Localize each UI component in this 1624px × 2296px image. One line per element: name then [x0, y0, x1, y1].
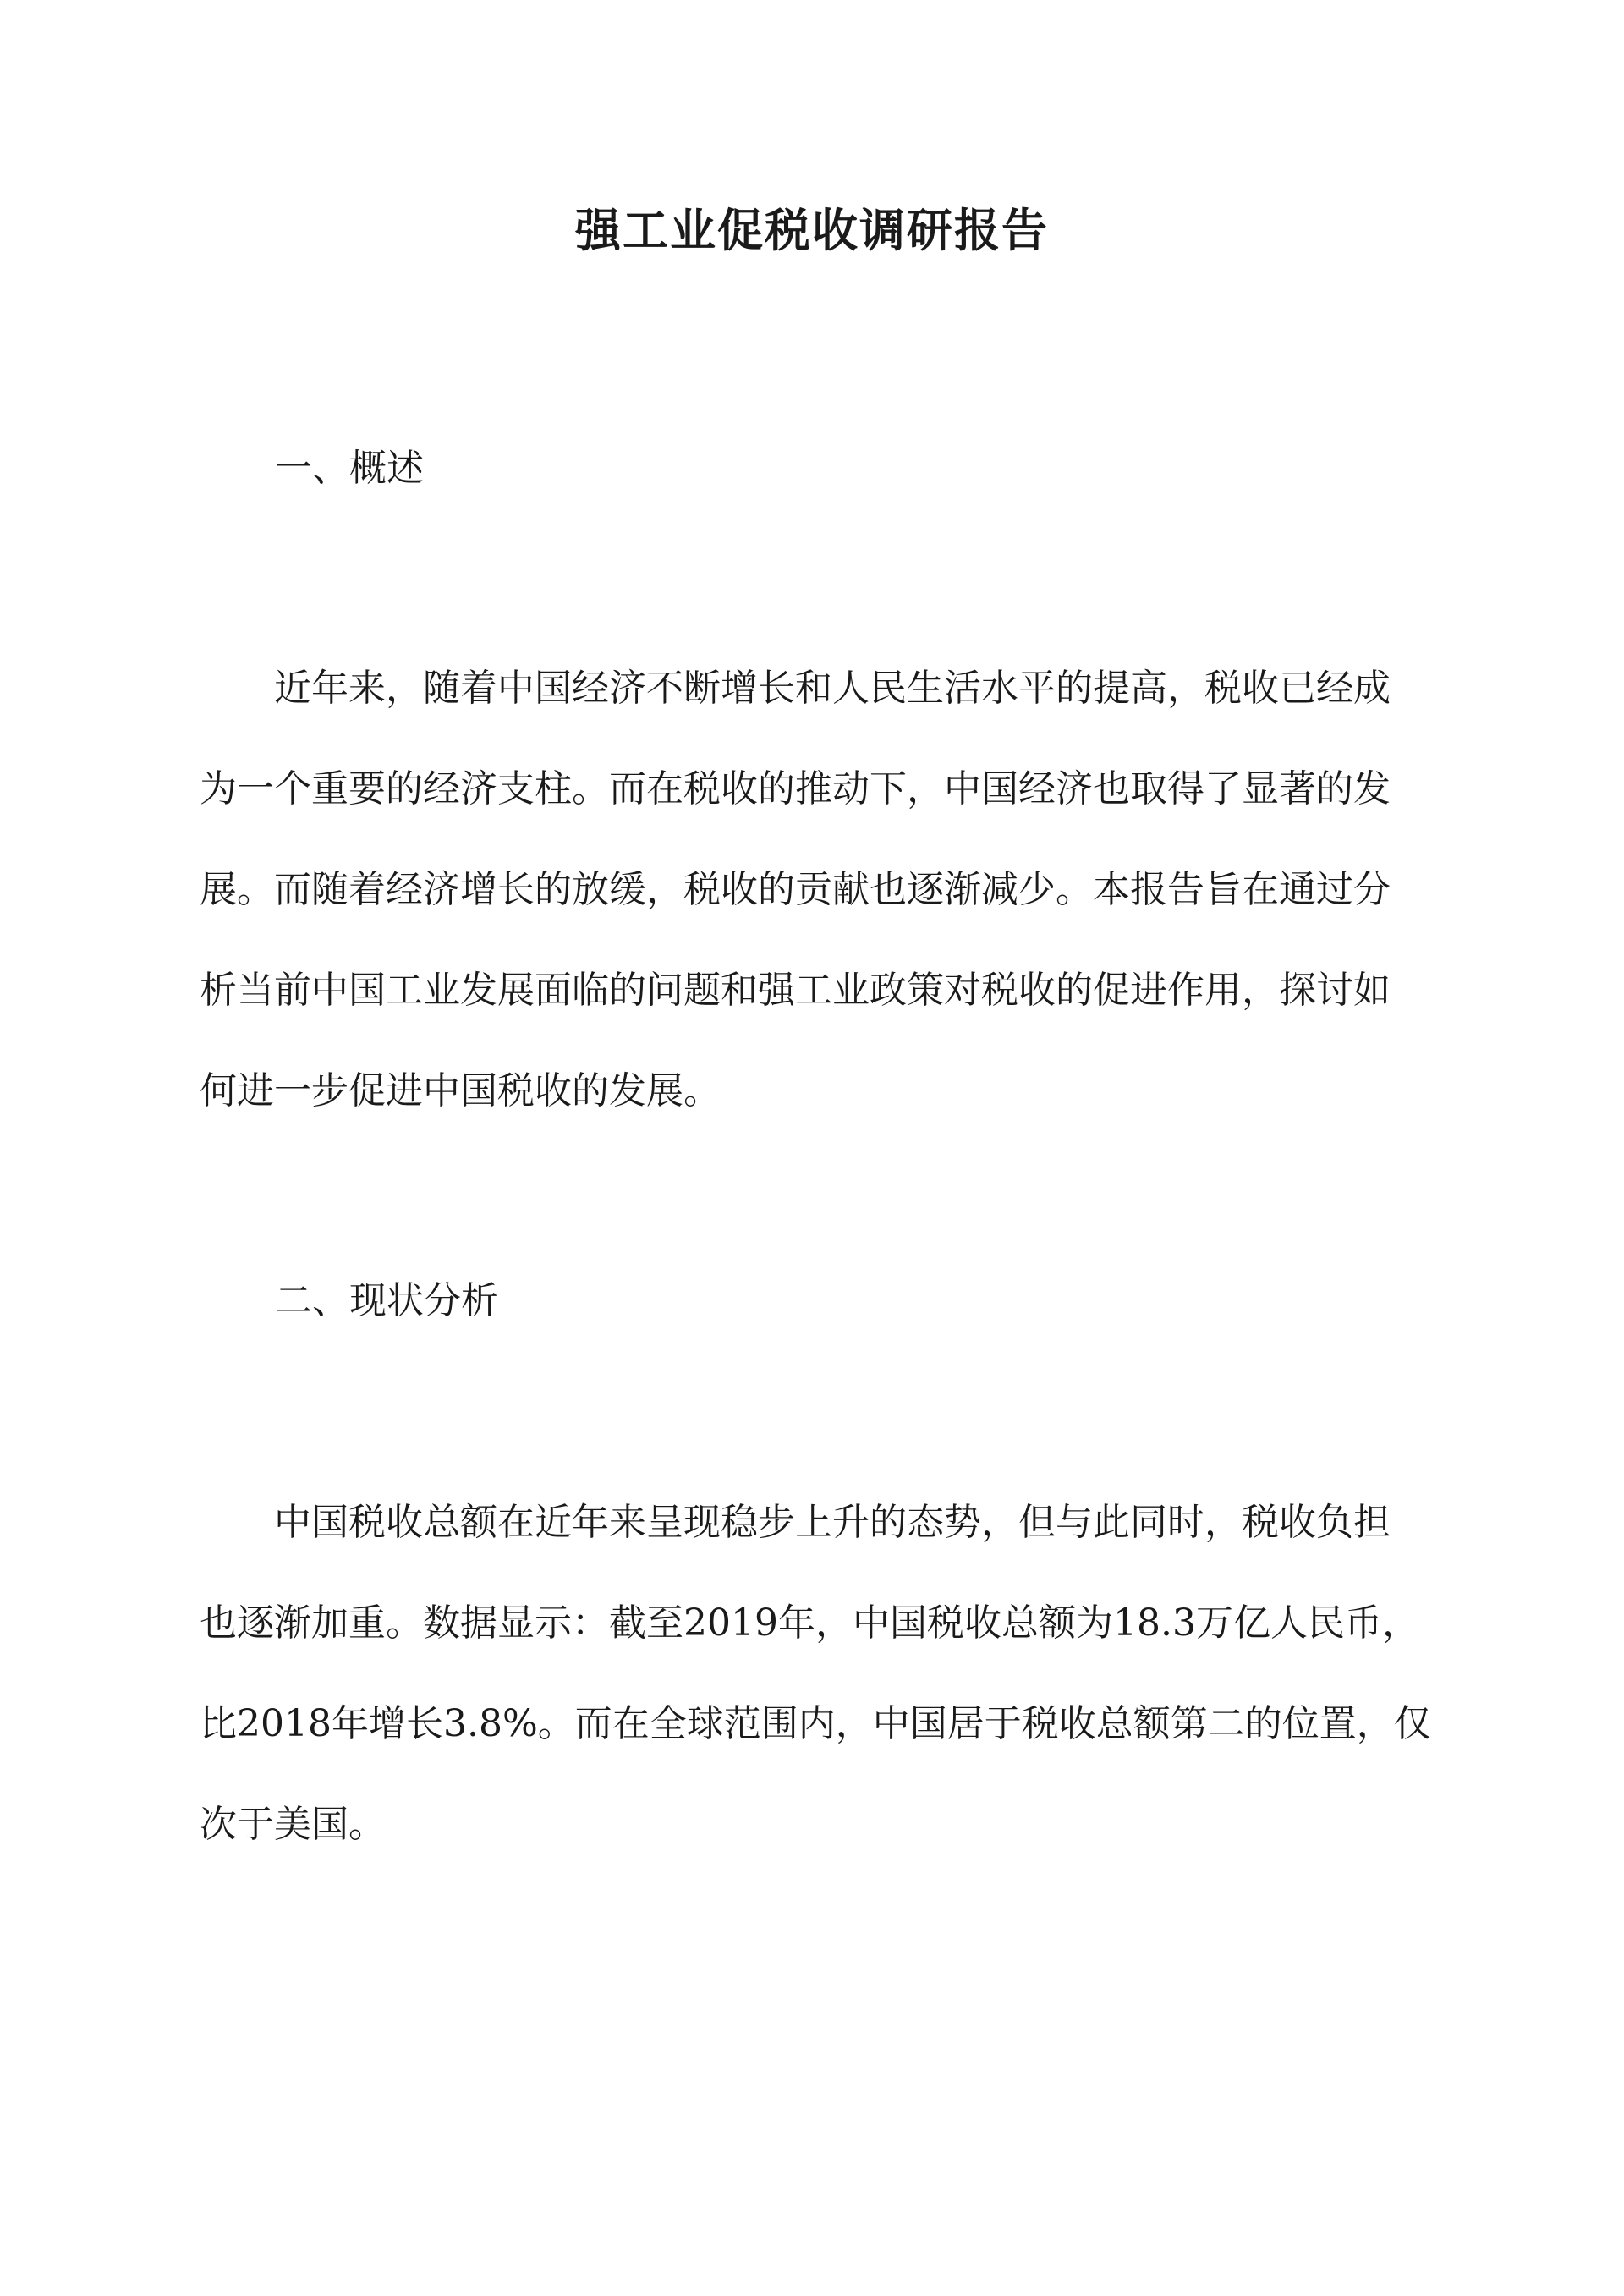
paragraph-line: 也逐渐加重。数据显示：截至2019年，中国税收总额为18.3万亿人民币，	[200, 1601, 1419, 1645]
paragraph-line: 近年来，随着中国经济不断增长和人民生活水平的提高，税收已经成	[200, 667, 1391, 710]
section-paragraph-status-analysis	[200, 1472, 1431, 1875]
paragraph-line: 为一个重要的经济支柱。而在税收的推动下，中国经济也取得了显著的发	[200, 767, 1391, 810]
section-paragraph-overview	[200, 638, 1426, 1141]
section-heading-status-analysis: 二、现状分析	[275, 1279, 498, 1322]
paragraph-line: 次于美国。	[200, 1803, 386, 1846]
document-title: 强工业促税收调研报告	[575, 203, 1049, 257]
paragraph-line: 中国税收总额在近年来呈现稳步上升的态势，但与此同时，税收负担	[200, 1501, 1391, 1544]
paragraph-line: 比2018年增长3.8%。而在全球范围内，中国居于税收总额第二的位置，仅	[200, 1702, 1431, 1745]
paragraph-line: 析当前中国工业发展面临的问题和强工业政策对税收的促进作用，探讨如	[200, 969, 1391, 1012]
paragraph-line: 展。而随着经济增长的放缓，税收的贡献也逐渐减少。本报告旨在通过分	[200, 868, 1391, 911]
section-heading-overview: 一、概述	[275, 447, 424, 490]
paragraph-line: 何进一步促进中国税收的发展。	[200, 1069, 721, 1112]
